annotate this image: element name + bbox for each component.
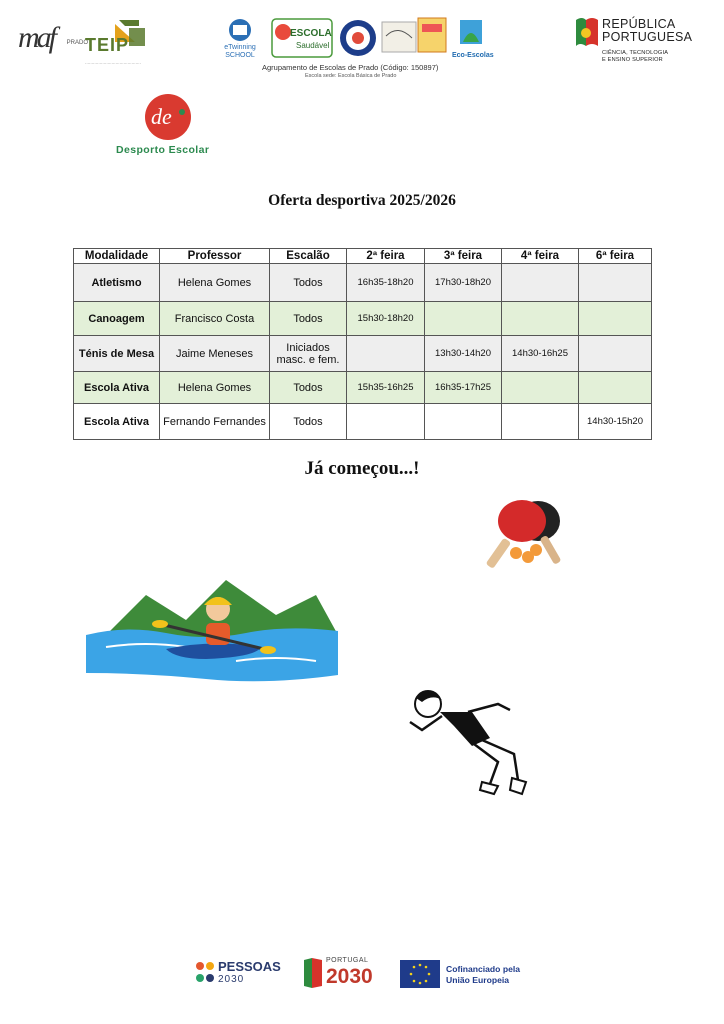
cell-escalao: Iniciados masc. e fem. — [270, 336, 347, 372]
svg-text:Saudável: Saudável — [296, 41, 330, 50]
portugal-2030-icon — [300, 956, 324, 990]
cell-professor: Jaime Meneses — [160, 336, 270, 372]
cell-sexta — [579, 336, 652, 372]
ecoescolas-label: Eco-Escolas — [452, 52, 494, 59]
portugal-flag-emblem-icon — [572, 16, 600, 50]
agrupamento-caption: Agrupamento de Escolas de Prado (Código: 150897) — [262, 63, 439, 72]
cell-sexta — [579, 264, 652, 302]
header-sexta: 6ª feira — [579, 249, 652, 264]
footer-logos — [0, 950, 724, 1000]
cell-segunda: 16h35-18h20 — [347, 264, 425, 302]
cell-professor: Francisco Costa — [160, 302, 270, 336]
schedule-table — [73, 248, 652, 440]
eu-line2: União Europeia — [446, 975, 510, 985]
republica-subtitle — [602, 50, 668, 64]
cell-escalao: Todos — [270, 404, 347, 440]
maf-logo-text: maf — [18, 21, 54, 54]
cell-quarta — [502, 404, 579, 440]
header-segunda: 2ª feira — [347, 249, 425, 264]
eu-flag-icon — [400, 960, 440, 988]
svg-text:ESCOLA: ESCOLA — [290, 28, 332, 39]
table-row — [74, 264, 652, 302]
cell-terca — [425, 404, 502, 440]
teip-logo — [85, 18, 147, 66]
cell-segunda — [347, 336, 425, 372]
teip-sublabel: ·········································· — [85, 61, 141, 66]
cell-modalidade: Atletismo — [74, 264, 160, 302]
cell-sexta: 14h30-15h20 — [579, 404, 652, 440]
escola-sede-caption: Escola sede: Escola Básica de Prado — [305, 73, 397, 79]
cell-escalao: Todos — [270, 372, 347, 404]
svg-text:de: de — [151, 104, 172, 129]
pessoas-2030-logo — [194, 958, 289, 990]
header-terca: 3ª feira — [425, 249, 502, 264]
runner-illustration — [402, 682, 558, 806]
ping-pong-paddles-icon — [486, 497, 566, 575]
cell-modalidade: Escola Ativa — [74, 404, 160, 440]
republica-sub-line1: CIÊNCIA, TECNOLOGIA — [602, 50, 669, 56]
republica-sub-line2: E ENSINO SUPERIOR — [602, 57, 663, 63]
pessoas-label: PESSOAS — [218, 959, 281, 974]
cell-sexta — [579, 372, 652, 404]
cell-segunda: 15h35-16h25 — [347, 372, 425, 404]
table-row — [74, 336, 652, 372]
cell-terca: 17h30-18h20 — [425, 264, 502, 302]
pessoas-year: 2030 — [218, 974, 245, 985]
portugal-label: PORTUGAL — [326, 957, 369, 964]
portugal-year: 2030 — [326, 965, 373, 988]
etwinning-label: eTwinning SCHOOL — [224, 44, 256, 59]
cell-quarta — [502, 264, 579, 302]
republica-title — [602, 18, 692, 44]
cell-modalidade: Canoagem — [74, 302, 160, 336]
cell-escalao: Todos — [270, 302, 347, 336]
portugal-2030-logo — [300, 956, 384, 992]
cell-terca: 16h35-17h25 — [425, 372, 502, 404]
partner-badges — [220, 16, 495, 64]
header-escalao: Escalão — [270, 249, 347, 264]
eu-cofinancing-logo — [400, 960, 536, 990]
desporto-escolar-logo — [116, 92, 226, 158]
maf-logo-subtext: PRADO — [66, 40, 88, 46]
republica-title-line2: PORTUGUESA — [602, 30, 693, 44]
header-quarta: 4ª feira — [502, 249, 579, 264]
cell-quarta — [502, 372, 579, 404]
cell-professor: Helena Gomes — [160, 372, 270, 404]
cell-modalidade: Escola Ativa — [74, 372, 160, 404]
header-modalidade: Modalidade — [74, 249, 160, 264]
table-row — [74, 404, 652, 440]
cell-sexta — [579, 302, 652, 336]
table-row — [74, 302, 652, 336]
cell-modalidade: Ténis de Mesa — [74, 336, 160, 372]
kayak-illustration — [86, 575, 342, 687]
cell-escalao: Todos — [270, 264, 347, 302]
cell-professor: Helena Gomes — [160, 264, 270, 302]
eu-line1: Cofinanciado pela — [446, 964, 521, 974]
republica-portuguesa-logo — [572, 16, 692, 70]
maf-logo — [18, 18, 88, 64]
cell-terca — [425, 302, 502, 336]
cell-professor: Fernando Fernandes — [160, 404, 270, 440]
teip-label: TEIP — [85, 35, 130, 55]
table-header-row — [74, 249, 652, 264]
cell-segunda — [347, 404, 425, 440]
pessoas-2030-icon — [194, 958, 216, 988]
header-professor: Professor — [160, 249, 270, 264]
cell-terca: 13h30-14h20 — [425, 336, 502, 372]
cell-quarta — [502, 302, 579, 336]
desporto-escolar-label: Desporto Escolar — [116, 144, 210, 156]
cell-quarta: 14h30-16h25 — [502, 336, 579, 372]
eu-cofinancing-text — [446, 964, 520, 986]
table-row — [74, 372, 652, 404]
republica-title-line1: REPÚBLICA — [602, 17, 676, 31]
page-title: Oferta desportiva 2025/2026 — [268, 192, 456, 209]
cell-segunda: 15h30-18h20 — [347, 302, 425, 336]
desporto-escolar-emblem-icon — [138, 92, 198, 142]
started-heading: Já começou...! — [304, 458, 420, 479]
